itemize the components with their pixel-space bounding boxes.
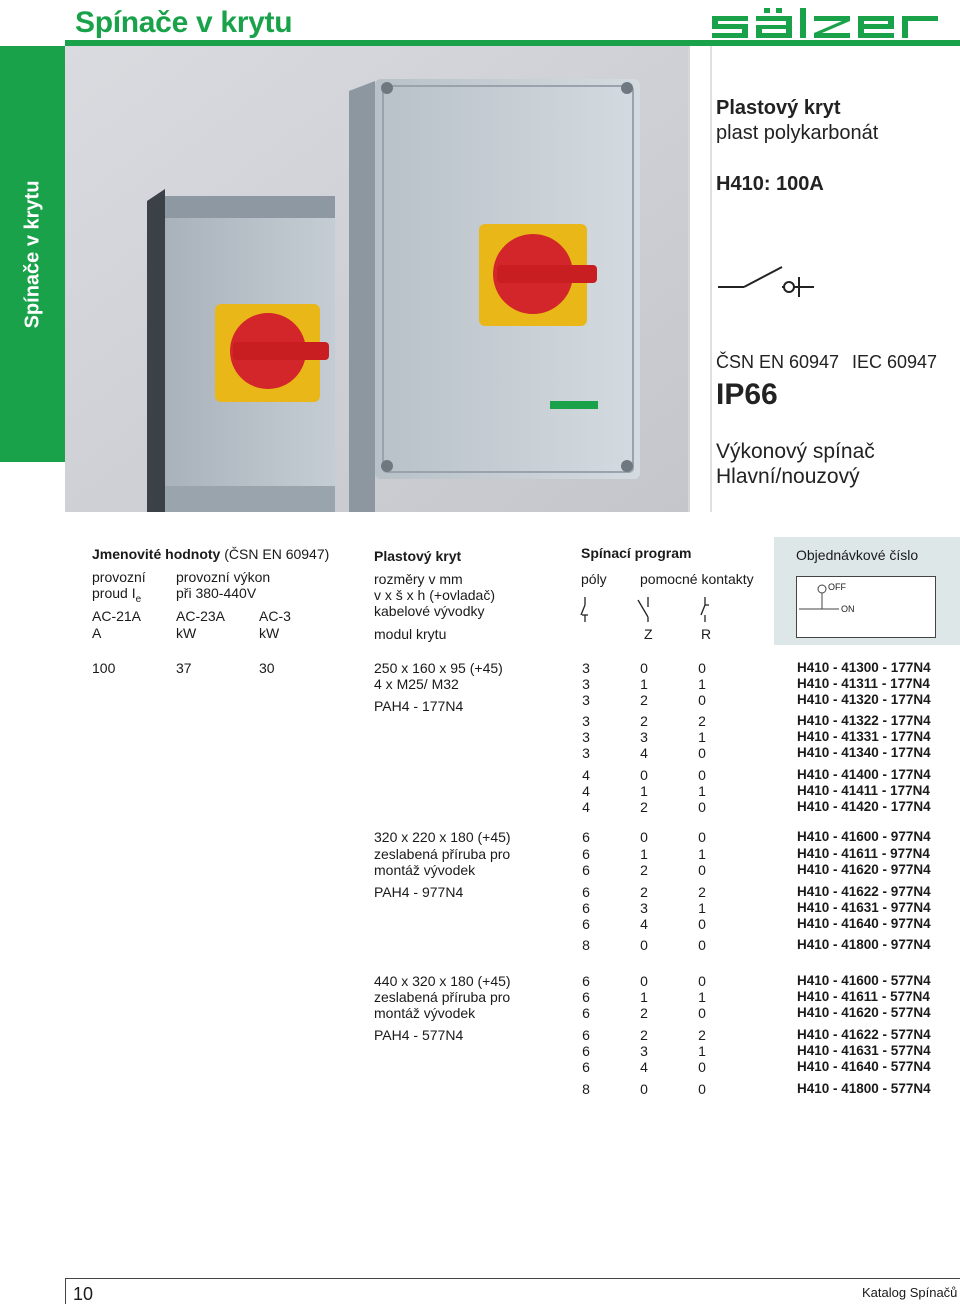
poles-cell: 3 xyxy=(582,676,590,692)
box-module: modul krytu xyxy=(374,626,447,642)
group3-module: PAH4 - 577N4 xyxy=(374,1027,464,1043)
r-cell: 0 xyxy=(698,829,706,845)
poles-cell: 4 xyxy=(582,783,590,799)
ac21-header: AC-21A xyxy=(92,608,142,624)
order-code: H410 - 41600 - 977N4 xyxy=(797,829,931,844)
page-number: 10 xyxy=(73,1284,94,1304)
box-header: Plastový kryt xyxy=(374,548,462,564)
poles-cell: 6 xyxy=(582,884,590,900)
r-cell: 0 xyxy=(698,1005,706,1021)
poles-cell: 8 xyxy=(582,937,590,953)
poles-cell: 6 xyxy=(582,989,590,1005)
order-code: H410 - 41631 - 977N4 xyxy=(797,900,931,915)
z-cell: 1 xyxy=(640,783,648,799)
ac23-value: 37 xyxy=(176,660,192,676)
ac3-value: 30 xyxy=(259,660,275,676)
r-cell: 1 xyxy=(698,900,706,916)
z-cell: 3 xyxy=(640,1043,648,1059)
current-value: 100 xyxy=(92,660,116,676)
z-cell: 2 xyxy=(640,1005,648,1021)
switch-type: Výkonový spínač xyxy=(716,440,875,463)
order-code: H410 - 41611 - 577N4 xyxy=(797,989,930,1004)
product-material-title: Plastový kryt xyxy=(716,97,841,119)
poles-cell: 3 xyxy=(582,692,590,708)
order-code: H410 - 41622 - 577N4 xyxy=(797,1027,931,1042)
r-header: R xyxy=(701,626,712,642)
poles-cell: 6 xyxy=(582,900,590,916)
standard-iec: IEC 60947 xyxy=(852,352,938,372)
r-cell: 1 xyxy=(698,989,706,1005)
z-cell: 1 xyxy=(640,846,648,862)
order-code: H410 - 41640 - 977N4 xyxy=(797,916,931,931)
order-code: H410 - 41331 - 177N4 xyxy=(797,729,931,744)
current-header-1: provozní xyxy=(92,569,146,585)
poles-cell: 6 xyxy=(582,1043,590,1059)
power-header-2: při 380-440V xyxy=(176,585,257,601)
poles-cell: 6 xyxy=(582,846,590,862)
box-dim-3: kabelové vývodky xyxy=(374,603,485,619)
switch-use: Hlavní/nouzový xyxy=(716,465,860,488)
r-cell: 1 xyxy=(698,783,706,799)
z-cell: 1 xyxy=(640,676,648,692)
order-code: H410 - 41620 - 977N4 xyxy=(797,862,931,877)
z-cell: 0 xyxy=(640,1081,648,1097)
z-cell: 0 xyxy=(640,660,648,676)
r-cell: 2 xyxy=(698,713,706,729)
z-cell: 2 xyxy=(640,884,648,900)
order-code: H410 - 41611 - 977N4 xyxy=(797,846,930,861)
poles-cell: 8 xyxy=(582,1081,590,1097)
poles-header: póly xyxy=(581,571,607,587)
group3-dims: 440 x 320 x 180 (+45) xyxy=(374,973,511,989)
product-material: plast polykarbonát xyxy=(716,122,879,144)
rated-values-title: Jmenovité hodnoty xyxy=(92,546,221,562)
standard-csn: ČSN EN 60947 xyxy=(716,352,840,372)
side-tab-label: Spínače v krytu xyxy=(21,180,43,328)
order-code: H410 - 41300 - 177N4 xyxy=(797,660,931,675)
z-cell: 2 xyxy=(640,713,648,729)
r-cell: 0 xyxy=(698,692,706,708)
r-cell: 0 xyxy=(698,799,706,815)
unit-kw-2: kW xyxy=(259,625,280,641)
group1-glands: 4 x M25/ M32 xyxy=(374,676,459,692)
rated-values-header xyxy=(92,546,329,562)
z-header: Z xyxy=(644,626,653,642)
group3-glands-2: montáž vývodek xyxy=(374,1005,476,1021)
on-label: ON xyxy=(841,604,855,614)
r-cell: 1 xyxy=(698,676,706,692)
box-dim-1: rozměry v mm xyxy=(374,571,463,587)
poles-cell: 3 xyxy=(582,745,590,761)
z-cell: 0 xyxy=(640,829,648,845)
contact-symbols-icon xyxy=(580,595,720,630)
r-cell: 2 xyxy=(698,884,706,900)
order-code: H410 - 41420 - 177N4 xyxy=(797,799,931,814)
catalog-name: Katalog Spínačů xyxy=(862,1285,958,1300)
order-code: H410 - 41400 - 177N4 xyxy=(797,767,931,782)
current-header-text: proud I xyxy=(92,585,136,601)
r-cell: 1 xyxy=(698,846,706,862)
z-cell: 0 xyxy=(640,767,648,783)
poles-cell: 4 xyxy=(582,767,590,783)
order-code: H410 - 41322 - 177N4 xyxy=(797,713,931,728)
rated-values-standard: (ČSN EN 60947) xyxy=(224,546,330,562)
order-code: H410 - 41340 - 177N4 xyxy=(797,745,931,760)
group1-module: PAH4 - 177N4 xyxy=(374,698,464,714)
off-label: OFF xyxy=(828,582,846,592)
group3-glands-1: zeslabená příruba pro xyxy=(374,989,511,1005)
group2-glands-1: zeslabená příruba pro xyxy=(374,846,511,862)
order-code: H410 - 41622 - 977N4 xyxy=(797,884,931,899)
order-code: H410 - 41631 - 577N4 xyxy=(797,1043,931,1058)
divider-line xyxy=(710,46,712,512)
r-cell: 0 xyxy=(698,862,706,878)
product-model: H410: 100A xyxy=(716,173,824,195)
r-cell: 0 xyxy=(698,745,706,761)
ip-rating: IP66 xyxy=(716,378,778,411)
poles-cell: 3 xyxy=(582,729,590,745)
order-code: H410 - 41640 - 577N4 xyxy=(797,1059,931,1074)
order-code: H410 - 41411 - 177N4 xyxy=(797,783,930,798)
z-cell: 2 xyxy=(640,1027,648,1043)
z-cell: 0 xyxy=(640,937,648,953)
r-cell: 0 xyxy=(698,767,706,783)
order-code: H410 - 41800 - 977N4 xyxy=(797,937,931,952)
current-header-2 xyxy=(92,585,141,605)
z-cell: 4 xyxy=(640,1059,648,1075)
poles-cell: 4 xyxy=(582,799,590,815)
r-cell: 1 xyxy=(698,1043,706,1059)
poles-cell: 6 xyxy=(582,1027,590,1043)
poles-cell: 6 xyxy=(582,1059,590,1075)
r-cell: 0 xyxy=(698,1081,706,1097)
group2-glands-2: montáž vývodek xyxy=(374,862,476,878)
footer-rule xyxy=(65,1278,960,1279)
current-header-sub: e xyxy=(135,593,142,605)
unit-a: A xyxy=(92,625,102,641)
poles-cell: 3 xyxy=(582,713,590,729)
order-code: H410 - 41800 - 577N4 xyxy=(797,1081,931,1096)
ac23-header: AC-23A xyxy=(176,608,226,624)
z-cell: 1 xyxy=(640,989,648,1005)
z-cell: 4 xyxy=(640,745,648,761)
order-code: H410 - 41311 - 177N4 xyxy=(797,676,930,691)
order-code: H410 - 41600 - 577N4 xyxy=(797,973,931,988)
poles-cell: 6 xyxy=(582,829,590,845)
r-cell: 1 xyxy=(698,729,706,745)
order-code: H410 - 41620 - 577N4 xyxy=(797,1005,931,1020)
salzer-logo xyxy=(710,8,954,40)
z-cell: 2 xyxy=(640,692,648,708)
r-cell: 2 xyxy=(698,1027,706,1043)
z-cell: 2 xyxy=(640,862,648,878)
unit-kw-1: kW xyxy=(176,625,197,641)
off-on-diagram xyxy=(796,576,936,638)
poles-cell: 6 xyxy=(582,1005,590,1021)
poles-cell: 3 xyxy=(582,660,590,676)
z-cell: 2 xyxy=(640,799,648,815)
power-header-1: provozní výkon xyxy=(176,569,271,585)
r-cell: 0 xyxy=(698,660,706,676)
r-cell: 0 xyxy=(698,937,706,953)
group1-dims: 250 x 160 x 95 (+45) xyxy=(374,660,503,676)
page-title: Spínače v krytu xyxy=(75,6,293,39)
aux-header: pomocné kontakty xyxy=(640,571,754,587)
product-photo xyxy=(65,46,690,512)
ac3-header: AC-3 xyxy=(259,608,291,624)
poles-cell: 6 xyxy=(582,862,590,878)
z-cell: 3 xyxy=(640,900,648,916)
r-cell: 0 xyxy=(698,916,706,932)
r-cell: 0 xyxy=(698,1059,706,1075)
group2-dims: 320 x 220 x 180 (+45) xyxy=(374,829,511,845)
z-cell: 0 xyxy=(640,973,648,989)
r-cell: 0 xyxy=(698,973,706,989)
order-header: Objednávkové číslo xyxy=(796,547,919,563)
box-dim-2: v x š x h (+ovladač) xyxy=(374,587,495,603)
z-cell: 3 xyxy=(640,729,648,745)
poles-cell: 6 xyxy=(582,916,590,932)
z-cell: 4 xyxy=(640,916,648,932)
switch-symbol-icon xyxy=(716,265,816,310)
group2-module: PAH4 - 977N4 xyxy=(374,884,464,900)
order-code: H410 - 41320 - 177N4 xyxy=(797,692,931,707)
poles-cell: 6 xyxy=(582,973,590,989)
program-header: Spínací program xyxy=(581,545,692,561)
